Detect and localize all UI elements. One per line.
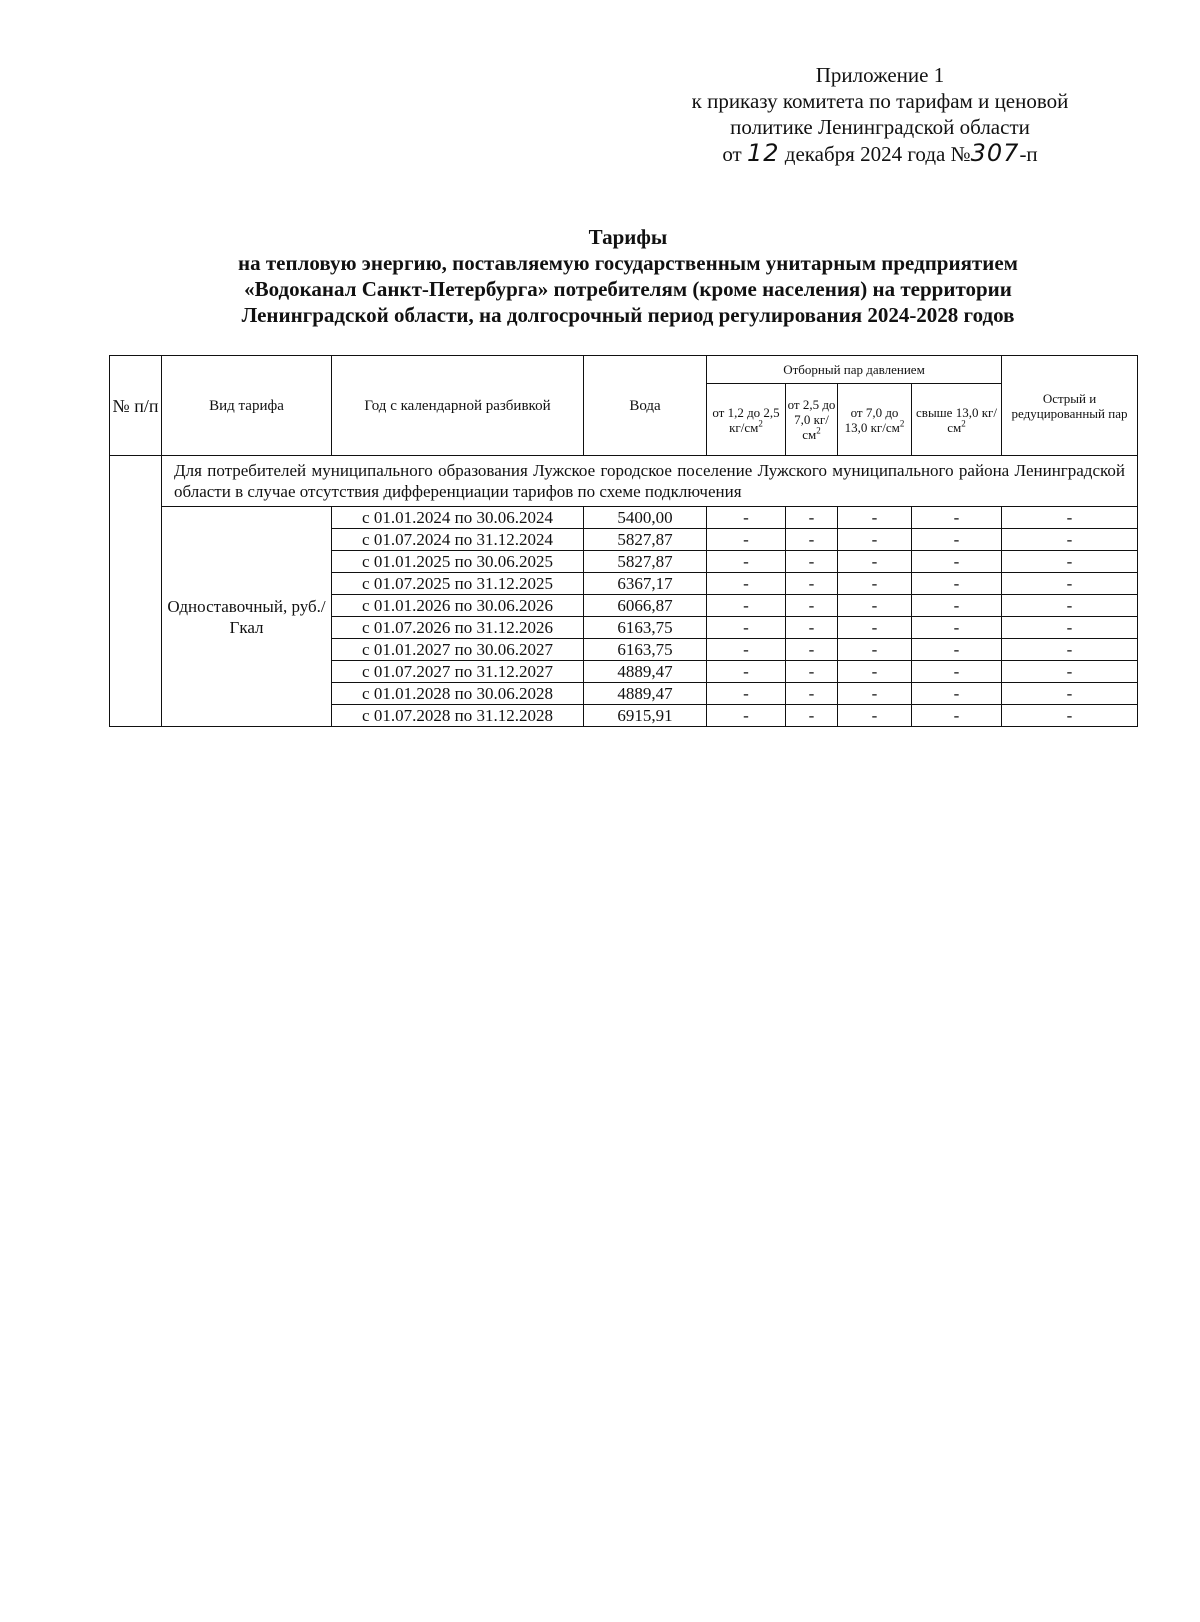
title-line-4: Ленинградской области, на долгосрочный период регулирования 2024-2028 годов — [241, 303, 1015, 327]
dash-cell: - — [912, 683, 1002, 705]
period-cell: с 01.07.2025 по 31.12.2025 — [332, 573, 584, 595]
water-cell: 5400,00 — [584, 507, 707, 529]
title-line-3: «Водоканал Санкт-Петербурга» потребителям (кроме населения) на территории — [244, 277, 1012, 301]
num-cell — [110, 456, 162, 727]
dash-cell: - — [786, 661, 838, 683]
appendix-header — [640, 62, 1120, 167]
group-note: Для потребителей муниципального образования Лужское городское поселение Лужского муниципального района Ленинградской области в случае отсутствия дифференциации тарифов по схеме подключения — [162, 456, 1138, 507]
dash-cell: - — [838, 573, 912, 595]
dash-cell: - — [1002, 705, 1138, 727]
period-cell: с 01.07.2024 по 31.12.2024 — [332, 529, 584, 551]
appendix-ref-line: к приказу комитета по тарифам и ценовой — [691, 89, 1069, 113]
dash-cell: - — [912, 595, 1002, 617]
date-prefix: от — [722, 142, 742, 166]
dash-cell: - — [912, 573, 1002, 595]
dash-cell: - — [786, 617, 838, 639]
dash-cell: - — [838, 705, 912, 727]
dash-cell: - — [1002, 529, 1138, 551]
tariff-table — [109, 355, 1138, 727]
header-steam-1 — [707, 384, 786, 456]
dash-cell: - — [786, 683, 838, 705]
order-suffix: -п — [1019, 142, 1038, 166]
period-cell: с 01.07.2026 по 31.12.2026 — [332, 617, 584, 639]
sup-2: 2 — [758, 418, 763, 429]
dash-cell: - — [1002, 551, 1138, 573]
dash-cell: - — [1002, 617, 1138, 639]
dash-cell: - — [707, 705, 786, 727]
dash-cell: - — [707, 551, 786, 573]
header-steam-4 — [912, 384, 1002, 456]
dash-cell: - — [838, 617, 912, 639]
water-cell: 6163,75 — [584, 617, 707, 639]
tariff-label: Одноставочный, руб./Гкал — [162, 507, 332, 727]
dash-cell: - — [1002, 595, 1138, 617]
appendix-date-line — [640, 140, 1120, 167]
period-cell: с 01.01.2024 по 30.06.2024 — [332, 507, 584, 529]
title-line-1: Тарифы — [588, 225, 668, 249]
period-cell: с 01.01.2025 по 30.06.2025 — [332, 551, 584, 573]
dash-cell: - — [1002, 661, 1138, 683]
date-middle: декабря 2024 года № — [784, 142, 971, 166]
dash-cell: - — [707, 595, 786, 617]
period-cell: с 01.01.2028 по 30.06.2028 — [332, 683, 584, 705]
dash-cell: - — [912, 639, 1002, 661]
dash-cell: - — [912, 529, 1002, 551]
dash-cell: - — [786, 507, 838, 529]
header-steam-3 — [838, 384, 912, 456]
dash-cell: - — [786, 595, 838, 617]
water-cell: 5827,87 — [584, 529, 707, 551]
header-steam-1-text: от 1,2 до 2,5 кг/см — [712, 404, 780, 435]
document-title — [110, 224, 1146, 328]
dash-cell: - — [838, 551, 912, 573]
handwritten-day: 12 — [746, 139, 780, 167]
header-water: Вода — [584, 356, 707, 456]
header-sharp-steam: Острый и редуцированный пар — [1002, 356, 1138, 456]
water-cell: 6367,17 — [584, 573, 707, 595]
header-steam-group: Отборный пар давлением — [707, 356, 1002, 384]
water-cell: 4889,47 — [584, 683, 707, 705]
water-cell: 6915,91 — [584, 705, 707, 727]
dash-cell: - — [838, 661, 912, 683]
dash-cell: - — [1002, 639, 1138, 661]
sup-2: 2 — [816, 425, 821, 436]
dash-cell: - — [707, 507, 786, 529]
dash-cell: - — [912, 507, 1002, 529]
dash-cell: - — [786, 551, 838, 573]
dash-cell: - — [786, 573, 838, 595]
period-cell: с 01.01.2026 по 30.06.2026 — [332, 595, 584, 617]
water-cell: 5827,87 — [584, 551, 707, 573]
dash-cell: - — [1002, 683, 1138, 705]
dash-cell: - — [1002, 507, 1138, 529]
period-cell: с 01.07.2027 по 31.12.2027 — [332, 661, 584, 683]
dash-cell: - — [838, 529, 912, 551]
dash-cell: - — [1002, 573, 1138, 595]
water-cell: 6066,87 — [584, 595, 707, 617]
header-period: Год с календарной разбивкой — [332, 356, 584, 456]
dash-cell: - — [912, 661, 1002, 683]
dash-cell: - — [912, 705, 1002, 727]
dash-cell: - — [838, 639, 912, 661]
handwritten-order-number: 307 — [970, 139, 1020, 167]
dash-cell: - — [707, 661, 786, 683]
dash-cell: - — [912, 551, 1002, 573]
header-num: № п/п — [110, 356, 162, 456]
dash-cell: - — [707, 573, 786, 595]
header-tariff-type: Вид тарифа — [162, 356, 332, 456]
dash-cell: - — [838, 507, 912, 529]
dash-cell: - — [838, 683, 912, 705]
dash-cell: - — [912, 617, 1002, 639]
appendix-ref-line-2: политике Ленинградской области — [730, 115, 1030, 139]
period-cell: с 01.07.2028 по 31.12.2028 — [332, 705, 584, 727]
dash-cell: - — [707, 639, 786, 661]
dash-cell: - — [707, 617, 786, 639]
table-row — [110, 507, 1138, 529]
header-steam-4-text: свыше 13,0 кг/см — [916, 404, 997, 435]
dash-cell: - — [786, 639, 838, 661]
dash-cell: - — [786, 529, 838, 551]
header-steam-2 — [786, 384, 838, 456]
sup-2: 2 — [961, 418, 966, 429]
dash-cell: - — [838, 595, 912, 617]
title-line-2: на тепловую энергию, поставляемую государственным унитарным предприятием — [238, 251, 1018, 275]
dash-cell: - — [707, 529, 786, 551]
dash-cell: - — [707, 683, 786, 705]
header-steam-2-text: от 2,5 до 7,0 кг/см — [787, 397, 836, 442]
water-cell: 6163,75 — [584, 639, 707, 661]
dash-cell: - — [786, 705, 838, 727]
water-cell: 4889,47 — [584, 661, 707, 683]
header-steam-3-text: от 7,0 до 13,0 кг/см — [844, 404, 900, 435]
appendix-title: Приложение 1 — [815, 63, 945, 87]
period-cell: с 01.01.2027 по 30.06.2027 — [332, 639, 584, 661]
sup-2: 2 — [899, 418, 905, 429]
